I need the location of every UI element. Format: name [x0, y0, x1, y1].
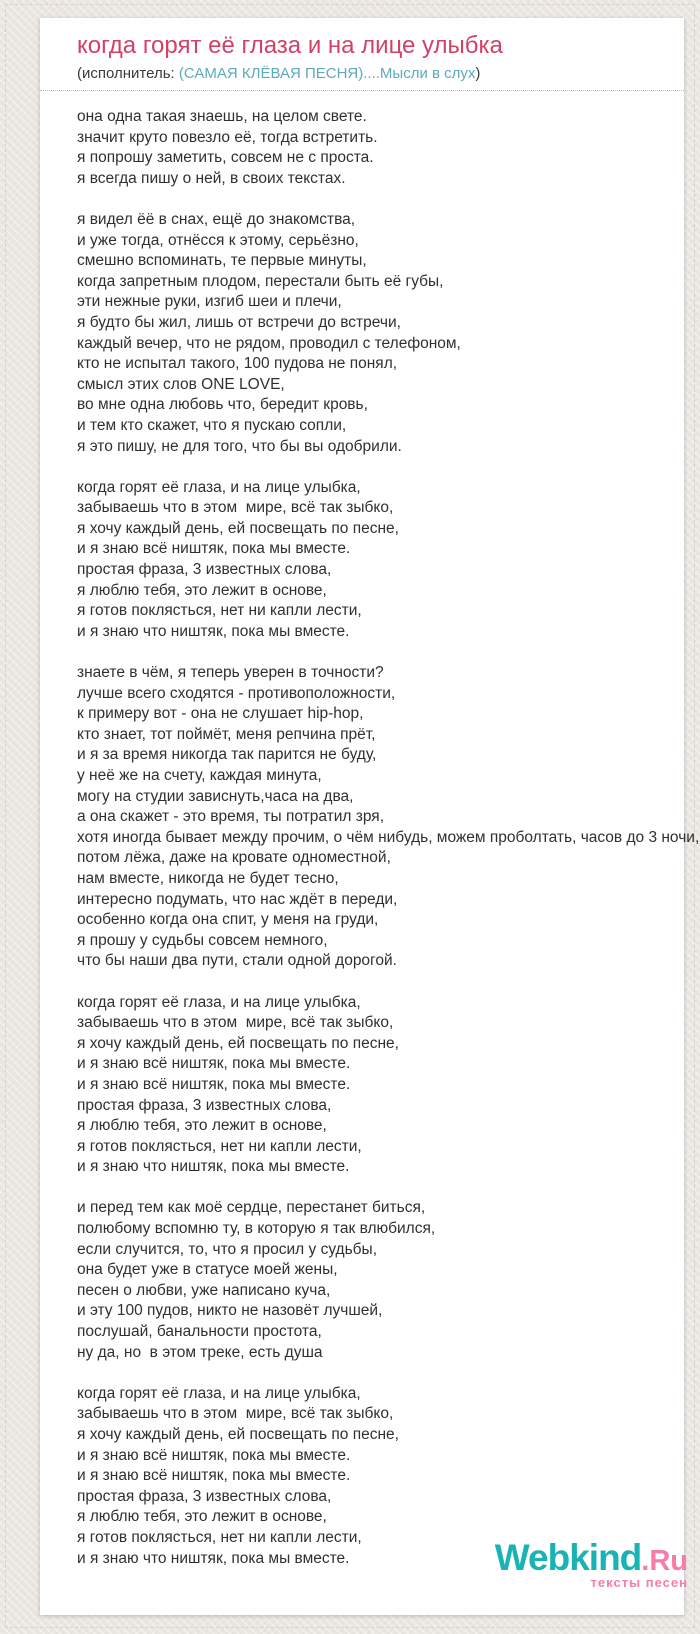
lyric-line: и я знаю всё ништяк, пока мы вместе. [77, 1467, 351, 1485]
lyric-line: знаете в чём, я теперь уверен в точности? [77, 664, 384, 682]
lyric-line: и эту 100 пудов, никто не назовёт лучшей, [77, 1302, 383, 1320]
lyric-line: и я знаю что ништяк, пока мы вместе. [77, 1549, 350, 1567]
logo-main-text: Webkind [494, 1537, 642, 1578]
lyric-line: смысл этих слов ONE LOVE, [77, 375, 285, 393]
lyric-line: я готов поклясться, нет ни капли лести, [77, 1137, 362, 1155]
lyric-line: я прошу у судьбы совсем немного, [77, 931, 328, 949]
lyric-line: особенно когда она спит, у меня на груди, [77, 911, 379, 929]
lyric-line: она одна такая знаешь, на целом свете. [77, 108, 367, 125]
stanza [77, 478, 684, 643]
stanza [77, 663, 700, 972]
artist-label: (исполнитель: [77, 65, 179, 82]
stanza [77, 107, 684, 189]
lyric-line: и я знаю что ништяк, пока мы вместе. [77, 622, 350, 640]
lyric-line: я люблю тебя, это лежит в основе, [77, 1117, 327, 1135]
lyric-line: и я знаю всё ништяк, пока мы вместе. [77, 1075, 351, 1093]
lyric-line: к примеру вот - она не слушает hip-hop, [77, 705, 364, 723]
lyric-line: она будет уже в статусе моей жены, [77, 1261, 338, 1279]
lyrics-card [40, 18, 700, 1615]
webkind-logo [495, 1537, 688, 1579]
lyric-line: я всегда пишу о ней, в своих текстах. [77, 169, 346, 187]
stanza [77, 210, 684, 457]
lyric-line: я хочу каждый день, ей посвещать по песне, [77, 1034, 399, 1052]
lyric-line: когда запретным плодом, перестали быть её губы, [77, 272, 444, 290]
lyric-line: я люблю тебя, это лежит в основе, [77, 1508, 327, 1526]
lyric-line: забываешь что в этом мире, всё так зыбко, [77, 1405, 394, 1423]
lyric-line: простая фраза, 3 известных слова, [77, 1096, 332, 1114]
lyric-line: каждый вечер, что не рядом, проводил с телефоном, [77, 334, 461, 352]
stanza [77, 1198, 684, 1363]
page-title: когда горят её глаза и на лице улыбка [77, 32, 503, 59]
lyric-line: и я знаю всё ништяк, пока мы вместе. [77, 1055, 351, 1073]
dotted-separator [40, 90, 684, 91]
lyric-line: забываешь что в этом мире, всё так зыбко, [77, 1014, 394, 1032]
lyric-line: и я знаю что ништяк, пока мы вместе. [77, 1158, 350, 1176]
logo-tagline: тексты песен [590, 1575, 688, 1590]
lyric-line: простая фраза, 3 известных слова, [77, 561, 332, 579]
lyric-line: и я знаю всё ништяк, пока мы вместе. [77, 1446, 351, 1464]
lyric-line: я готов поклясться, нет ни капли лести, [77, 602, 362, 620]
lyric-line: я будто бы жил, лишь от встречи до встречи, [77, 313, 401, 331]
lyric-line: я готов поклясться, нет ни капли лести, [77, 1528, 362, 1546]
lyric-line: хотя иногда бывает между прочим, о чём нибудь, можем проболтать, часов до 3 ночи, [77, 828, 700, 846]
lyric-line: когда горят её глаза, и на лице улыбка, [77, 993, 361, 1011]
lyric-line: во мне одна любовь что, бередит кровь, [77, 396, 368, 414]
lyric-line: что бы наши два пути, стали одной дорогой. [77, 952, 397, 970]
lyric-line: у неё же на счету, каждая минута, [77, 767, 322, 784]
lyric-line: нам вместе, никогда не будет тесно, [77, 869, 339, 887]
lyric-line: значит круто повезло её, тогда встретить. [77, 128, 378, 146]
lyric-line: простая фраза, 3 известных слова, [77, 1487, 332, 1505]
lyric-line: потом лёжа, даже на кровате одноместной, [77, 849, 391, 867]
lyric-line: я хочу каждый день, ей посвещать по песне, [77, 519, 399, 537]
lyric-line: кто не испытал такого, 100 пудова не понял, [77, 355, 398, 373]
logo-suffix-text: .Ru [641, 1545, 688, 1577]
lyric-line: песен о любви, уже написано куча, [77, 1281, 331, 1299]
lyric-line: я попрошу заметить, совсем не с проста. [77, 149, 374, 167]
lyric-line: эти нежные руки, изгиб шеи и плечи, [77, 293, 342, 311]
lyric-line: лучше всего сходятся - противоположности, [77, 684, 396, 702]
lyric-line: а она скажет - это время, ты потратил зря, [77, 808, 385, 826]
stanza [77, 993, 684, 1178]
lyric-line: и я за время никогда так парится не буду, [77, 746, 377, 764]
lyric-line: я хочу каждый день, ей посвещать по песне, [77, 1426, 399, 1443]
artist-line [77, 65, 684, 83]
lyric-line: и я знаю всё ништяк, пока мы вместе. [77, 540, 351, 558]
artist-link[interactable]: (САМАЯ КЛЁВАЯ ПЕСНЯ)....Мысли в слух [178, 65, 476, 82]
lyric-line: я люблю тебя, это лежит в основе, [77, 581, 327, 599]
lyric-line: я это пишу, не для того, что бы вы одобрили. [77, 437, 402, 455]
lyric-line: полюбому вспомню ту, в которую я так влюбился, [77, 1220, 436, 1238]
lyric-line: ну да, но в этом треке, есть душа [77, 1343, 323, 1361]
lyric-line: и тем кто скажет, что я пускаю сопли, [77, 416, 347, 434]
lyric-line: и уже тогда, отнёсся к этому, серьёзно, [77, 231, 359, 249]
lyric-line: интересно подумать, что нас ждёт в переди, [77, 890, 398, 908]
webkind-logo-link[interactable] [495, 1537, 688, 1590]
lyric-line: забываешь что в этом мире, всё так зыбко, [77, 499, 394, 517]
lyric-line: кто знает, тот поймёт, меня репчина прёт, [77, 725, 376, 743]
lyric-line: смешно вспоминать, те первые минуты, [77, 252, 367, 270]
lyric-line: когда горят её глаза, и на лице улыбка, [77, 478, 361, 496]
lyric-line: послушай, банальности простота, [77, 1323, 322, 1341]
lyric-line: я видел ёё в снах, ещё до знакомства, [77, 210, 356, 228]
lyric-line: могу на студии зависнуть,часа на два, [77, 787, 354, 805]
lyric-line: когда горят её глаза, и на лице улыбка, [77, 1384, 361, 1402]
lyric-line: и перед тем как моё сердце, перестанет биться, [77, 1199, 426, 1217]
lyric-line: если случится, то, что я просил у судьбы, [77, 1240, 378, 1258]
lyrics [77, 107, 700, 1569]
artist-suffix: ) [475, 65, 481, 82]
